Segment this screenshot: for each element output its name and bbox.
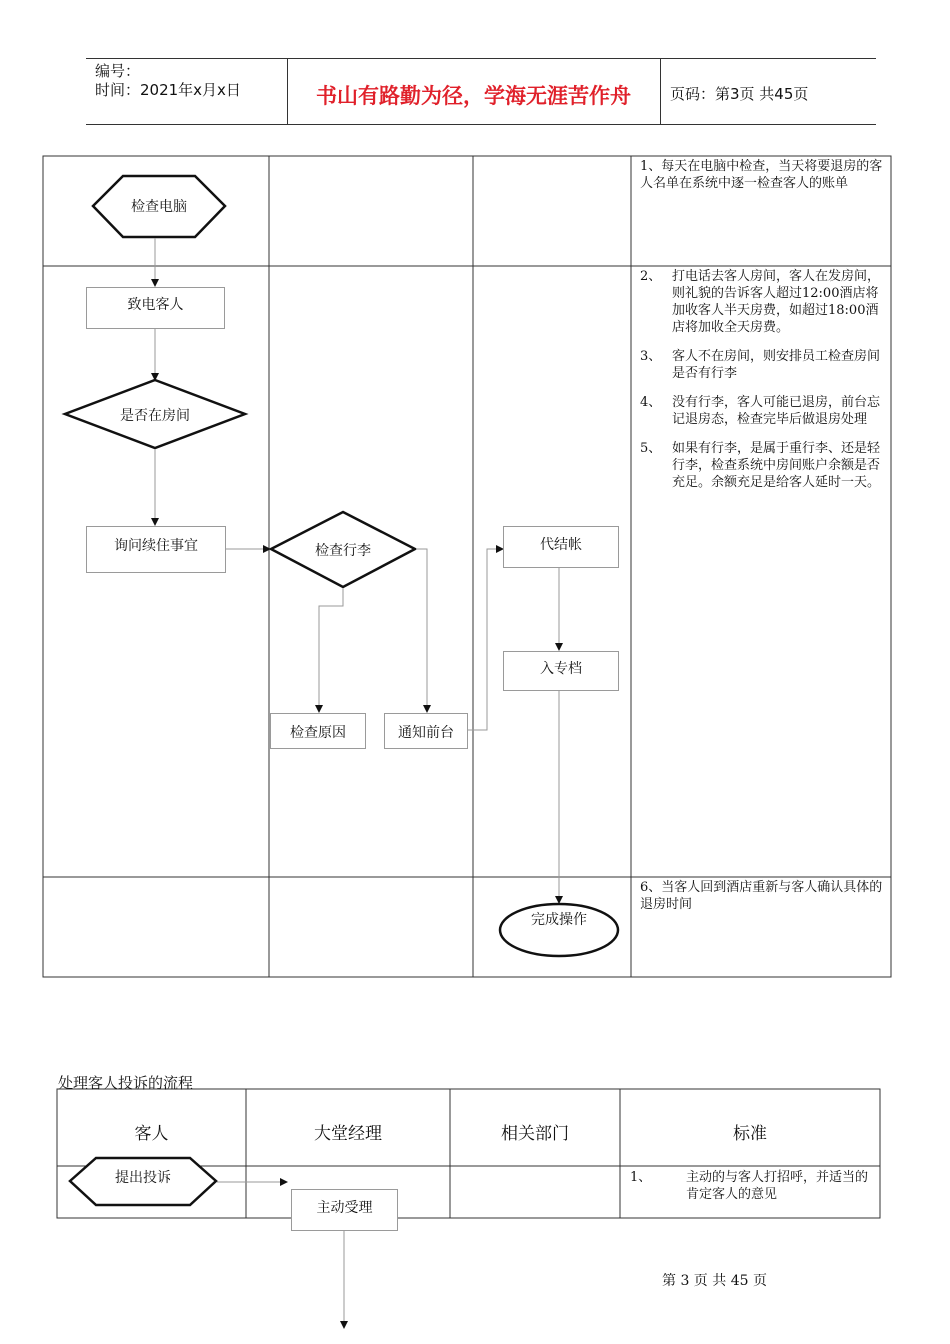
standard-num: 6、 <box>640 880 662 895</box>
date-label: 时间：2021年x月x日 <box>95 81 241 99</box>
label-in-room: 是否在房间 <box>120 408 190 424</box>
standards-row3 <box>640 879 883 913</box>
box-notify-front <box>384 713 468 749</box>
box-call-guest <box>86 287 225 329</box>
label-notify-front: 通知前台 <box>398 725 454 741</box>
standard-item <box>640 158 883 192</box>
box-settle-bill <box>503 526 619 568</box>
label-raise-complaint: 提出投诉 <box>115 1170 171 1186</box>
standard-text: 打电话去客人房间，客人在发房间，则礼貌的告诉客人超过12:00酒店将加收客人半天房费，如超过18:00酒店将加收全天房费。 <box>672 269 881 335</box>
page-label: 页码：第3页 共45页 <box>670 85 809 103</box>
standard-text: 客人不在房间，则安排员工检查房间是否有行李 <box>672 349 881 381</box>
standard-text: 没有行李，客人可能已退房，前台忘记退房态，检查完毕后做退房处理 <box>672 395 881 427</box>
flow2-standard <box>630 1169 875 1203</box>
standard-text: 每天在电脑中检查，当天将要退房的客人名单在系统中逐一检查客人的账单 <box>640 159 883 191</box>
standard-item <box>640 348 883 382</box>
page-footer: 第 3 页 共 45 页 <box>662 1273 767 1289</box>
col-header-lobby-manager: 大堂经理 <box>314 1124 382 1144</box>
label-call-guest: 致电客人 <box>127 297 184 313</box>
label-settle-bill: 代结帐 <box>540 537 582 553</box>
standard-item <box>640 879 883 913</box>
col-header-related-dept: 相关部门 <box>501 1124 569 1144</box>
standard-item <box>640 268 883 336</box>
box-file-special <box>503 651 619 691</box>
label-check-luggage: 检查行李 <box>315 543 371 559</box>
motto-text: 书山有路勤为径，学海无涯苦作舟 <box>316 84 631 108</box>
standard-item <box>640 440 883 491</box>
label-ask-extend: 询问续住事宜 <box>114 538 198 554</box>
standard-item <box>630 1169 875 1203</box>
col-header-guest: 客人 <box>134 1124 169 1144</box>
flow2-title: 处理客人投诉的流程 <box>58 1074 194 1092</box>
standard-num: 4、 <box>640 395 662 410</box>
box-check-reason <box>270 713 366 749</box>
standards-row1 <box>640 158 883 192</box>
standard-num: 1、 <box>640 159 662 174</box>
box-accept <box>291 1189 398 1231</box>
standard-num: 2、 <box>640 269 662 284</box>
standard-text: 如果有行李，是属于重行李、还是轻行李，检查系统中房间账户余额是否充足。余额充足是给客人延时一天。 <box>672 441 881 490</box>
standard-item <box>640 394 883 428</box>
box-ask-extend <box>86 526 226 573</box>
standard-num: 5、 <box>640 441 662 456</box>
label-accept: 主动受理 <box>316 1200 373 1216</box>
label-check-reason: 检查原因 <box>290 725 346 741</box>
serial-label: 编号： <box>95 62 141 80</box>
standard-num: 3、 <box>640 349 662 364</box>
standard-text: 当客人回到酒店重新与客人确认具体的退房时间 <box>640 880 883 912</box>
standards-row2 <box>640 268 883 503</box>
label-check-computer: 检查电脑 <box>131 199 187 215</box>
col-header-standard: 标准 <box>733 1124 767 1144</box>
label-complete: 完成操作 <box>531 912 587 928</box>
label-file-special: 入专档 <box>540 661 582 677</box>
standard-text: 主动的与客人打招呼，并适当的肯定客人的意见 <box>686 1170 869 1202</box>
standard-num: 1、 <box>630 1170 652 1185</box>
